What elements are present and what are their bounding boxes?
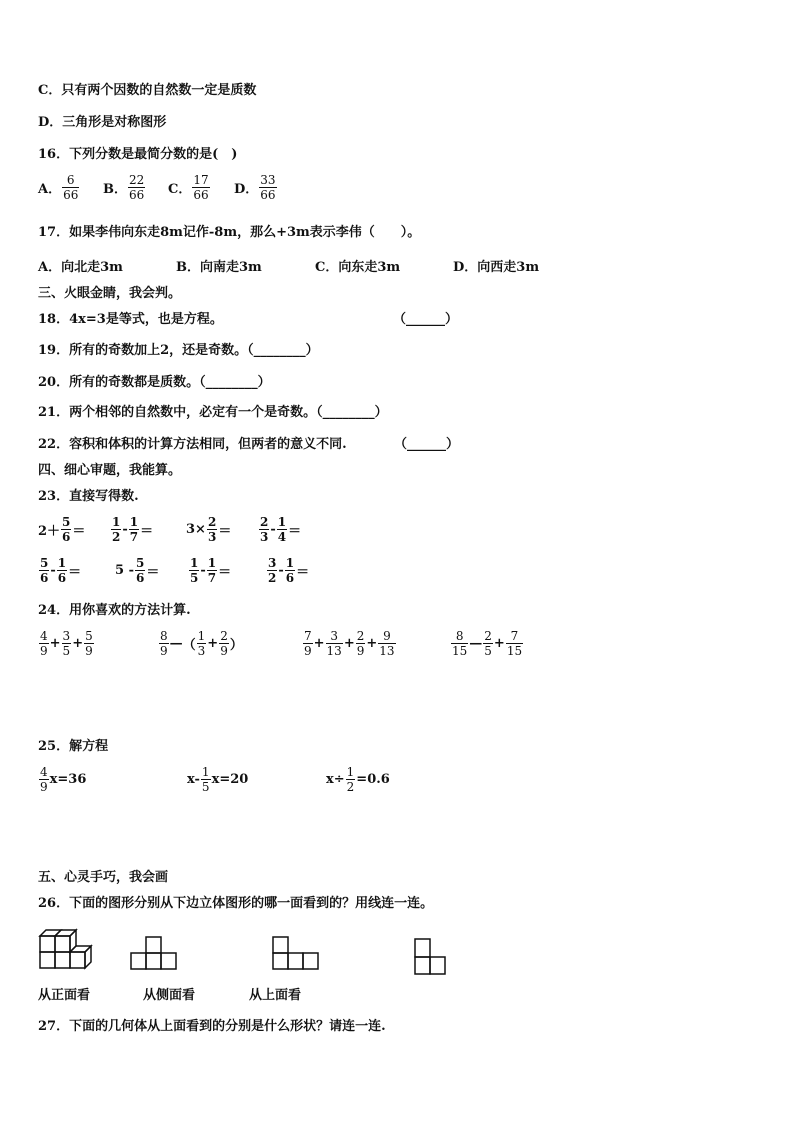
question-24-stem: 24．用你喜欢的方法计算. (38, 603, 191, 618)
q17-option-a[interactable]: A．向北走3m (38, 260, 123, 275)
option-c: C．只有两个因数的自然数一定是质数 (38, 83, 257, 98)
q24-expression-1: $\frac{4}{9}$ + $\frac{3}{5}$ + $\frac{5}{9}$ (40, 629, 93, 658)
fraction: $\frac{1}{6}$ (57, 556, 67, 585)
fraction: $\frac{1}{2}$ (112, 515, 121, 544)
q25-equation-3: x÷ $\frac{1}{2}$ =0.6 (326, 765, 390, 794)
fraction: $\frac{2}{3}$ (260, 515, 269, 544)
fraction: $\frac{1}{7}$ (207, 556, 217, 585)
section-3-heading: 三、火眼金睛，我会判。 (38, 286, 182, 301)
q23-expression: 5 - $\frac{5}{6}$ ＝ (115, 556, 160, 585)
q17-option-d[interactable]: D．向西走3m (453, 260, 540, 275)
question-16-stem: 16．下列分数是最简分数的是( ) (38, 147, 238, 162)
label-front-view[interactable]: 从正面看 (38, 988, 91, 1003)
q16-option-d[interactable]: D． $\frac{33}{66}$ (234, 173, 276, 202)
section-5-heading: 五、心灵手巧，我会画 (38, 870, 169, 885)
question-26-stem: 26．下面的图形分别从下边立体图形的哪一面看到的？用线连一连。 (38, 896, 434, 911)
view-shape-3[interactable] (414, 936, 448, 976)
view-shape-2[interactable] (272, 936, 320, 970)
q22-answer-blank[interactable]: （______） (394, 437, 460, 452)
label-side-view[interactable]: 从侧面看 (143, 988, 196, 1003)
fraction: $\frac{22}{66}$ (129, 173, 145, 202)
fraction: $\frac{5}{6}$ (40, 556, 49, 585)
question-20: 20．所有的奇数都是质数。（________） (38, 375, 271, 390)
fraction: $\frac{1}{7}$ (129, 515, 139, 544)
fraction: $\frac{5}{6}$ (62, 515, 71, 544)
view-shape-1[interactable] (130, 936, 178, 970)
q23-expression: 3× $\frac{2}{3}$ ＝ (186, 515, 232, 544)
q16-option-a[interactable]: A． $\frac{6}{66}$ (38, 173, 79, 202)
fraction: $\frac{3}{2}$ (268, 556, 277, 585)
q23-expression: 2＋ $\frac{5}{6}$ ＝ (38, 515, 86, 544)
question-25-stem: 25．解方程 (38, 739, 109, 754)
q23-expression: $\frac{5}{6}$ - $\frac{1}{6}$ ＝ (40, 556, 82, 585)
question-21: 21．两个相邻的自然数中，必定有一个是奇数。（________） (38, 405, 388, 420)
q23-expression: $\frac{1}{5}$ - $\frac{1}{7}$ ＝ (190, 556, 232, 585)
cube-solid-figure (38, 928, 102, 972)
question-17-stem: 17．如果李伟向东走8m记作-8m，那么+3m表示李伟（ ）。 (38, 225, 421, 240)
section-4-heading: 四、细心审题，我能算。 (38, 463, 182, 478)
fraction: $\frac{2}{3}$ (207, 515, 217, 544)
q24-expression-2: $\frac{8}{9}$ — （ $\frac{1}{3}$ + $\frac{2}{9}$ ） (160, 629, 243, 658)
fraction: $\frac{6}{66}$ (63, 173, 79, 202)
q25-equation-1: $\frac{4}{9}$ x=36 (40, 765, 87, 794)
q16-option-c[interactable]: C． $\frac{17}{66}$ (168, 173, 209, 202)
q16-option-b[interactable]: B． $\frac{22}{66}$ (103, 173, 145, 202)
fraction: $\frac{17}{66}$ (193, 173, 209, 202)
fraction: $\frac{33}{66}$ (260, 173, 276, 202)
fraction: $\frac{1}{6}$ (285, 556, 295, 585)
q23-expression: $\frac{1}{2}$ - $\frac{1}{7}$ ＝ (112, 515, 154, 544)
q18-answer-blank[interactable]: （______） (393, 312, 459, 327)
q17-option-b[interactable]: B．向南走3m (176, 260, 262, 275)
question-22: 22．容积和体积的计算方法相同，但两者的意义不同. (38, 437, 347, 452)
q23-expression: $\frac{2}{3}$ - $\frac{1}{4}$ ＝ (260, 515, 302, 544)
q25-equation-2: x- $\frac{1}{5}$ x=20 (187, 765, 249, 794)
q17-option-c[interactable]: C．向东走3m (315, 260, 401, 275)
label-top-view[interactable]: 从上面看 (249, 988, 302, 1003)
fraction: $\frac{1}{4}$ (277, 515, 287, 544)
question-27-stem: 27．下面的几何体从上面看到的分别是什么形状？请连一连. (38, 1019, 386, 1034)
q24-expression-3: $\frac{7}{9}$ + $\frac{3}{13}$ + $\frac{2}{9}$ + $\frac{9}{13}$ (304, 629, 395, 658)
option-d: D．三角形是对称图形 (38, 115, 167, 130)
q23-expression: $\frac{3}{2}$ - $\frac{1}{6}$ ＝ (268, 556, 310, 585)
question-18: 18．4x=3是等式，也是方程。 (38, 312, 223, 327)
fraction: $\frac{1}{5}$ (190, 556, 199, 585)
fraction: $\frac{5}{6}$ (135, 556, 145, 585)
question-19: 19．所有的奇数加上2，还是奇数。（________） (38, 343, 319, 358)
question-23-stem: 23．直接写得数. (38, 489, 139, 504)
q24-expression-4: $\frac{8}{15}$ — $\frac{2}{5}$ + $\frac{7}{15}$ (452, 629, 523, 658)
